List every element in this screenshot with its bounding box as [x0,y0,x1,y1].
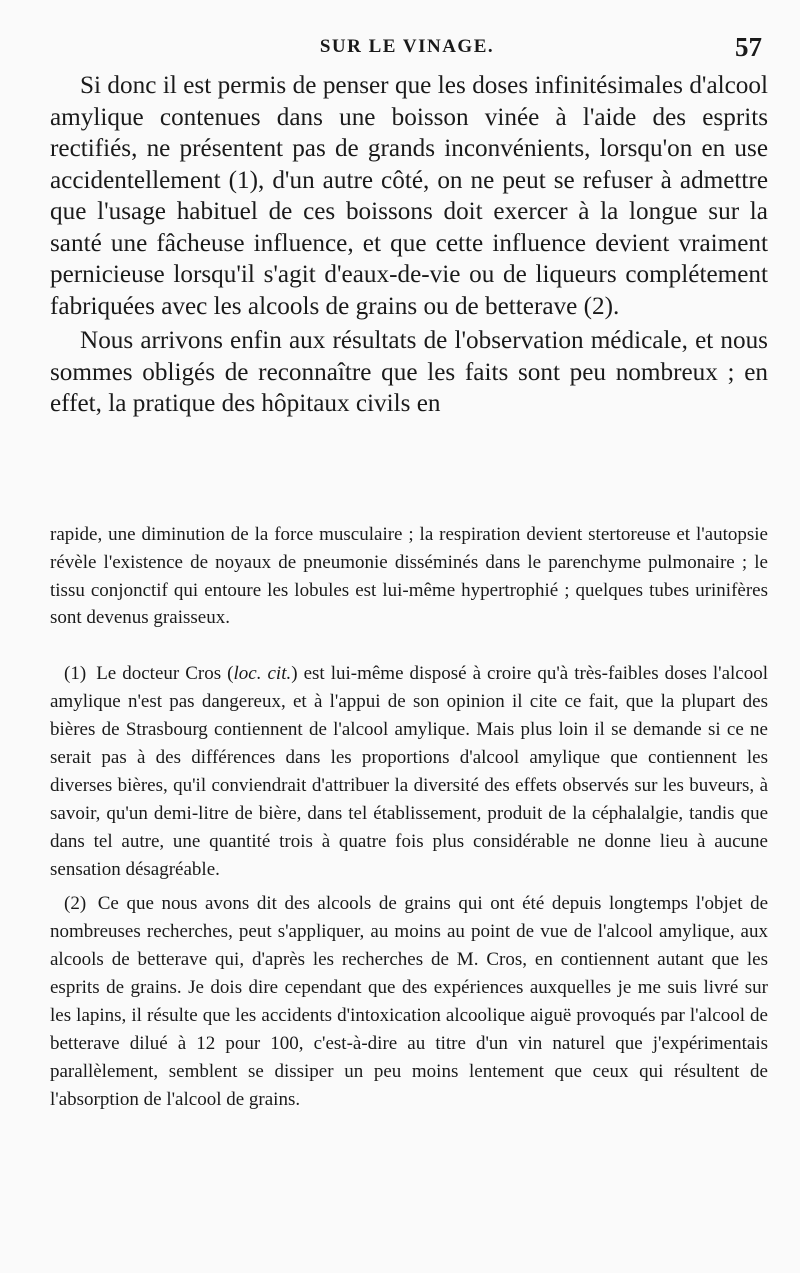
page-header [52,30,762,70]
paragraph: Si donc il est permis de penser que les doses infinitésimales d'alcool amylique contenues dans une boisson vinée à l'aide des esprits rectifiés, ne présentent pas de grands inconvénients, lorsqu'on en use accidentellement (1), d'un autre côté, on ne peut se refuser à admettre que l'usage habituel de ces boissons doit exercer à la longue sur la santé une fâcheuse influence, et que cette influence devient vraiment pernicieuse lorsqu'il s'agit d'eaux-de-vie ou de liqueurs complétement fabriquées avec les alcools de grains ou de betterave (2). [50,72,768,320]
page-number: 57 [735,32,762,62]
main-text [50,70,768,420]
footnote-citation: loc. cit. [233,663,292,684]
footnote-marker: (1) [64,663,87,684]
continued-footnote-text: rapide, une diminution de la force musculaire ; la respiration devient stertoreuse et l'autopsie révèle l'existence de noyaux de pneumonie disséminés dans le parenchyme pulmonaire ; le tissu conjonctif qui entoure les lobules est lui-même hypertrophié ; quelques tubes urinifères sont devenus graisseux. [50,524,768,629]
footnotes [50,660,768,1120]
footnote-text: ) est lui-même disposé à croire qu'à très-faibles doses l'alcool amylique n'est pas dangereux, et à l'appui de son opinion il cite ce fait, que la plupart des bières de Strasbourg contiennent de l'alcool amylique. Mais plus loin il se demande si ce ne serait pas à des différences dans les proportions d'alcool amylique que contiennent les diverses bières, qu'il conviendrait d'attribuer la diversité des effets observés sur les buveurs, à savoir, qu'un demi-litre de bière, dans tel établissement, produit de la céphalalgie, tandis que dans tel autre, une quantité trois à quatre fois plus considérable ne donne lieu à aucune sensation désagréable. [50,663,769,880]
footnote [50,660,768,884]
running-title: SUR LE VINAGE. [319,36,495,57]
footnote-text: Ce que nous avons dit des alcools de grains qui ont été depuis longtemps l'objet de nombreuses recherches, peut s'appliquer, au moins au point de vue de l'alcool amylique, aux alcools de betterave qui, d'après les recherches de M. Cros, en contiennent autant que les esprits de grains. Je dois dire cependant que des expériences auxquelles je me suis livré sur les lapins, il résulte que les accidents d'intoxication alcoolique aiguë provoqués par l'alcool de betterave dilué à 12 pour 100, c'est-à-dire au titre d'un vin naturel que j'expérimentais parallèlement, semblent se dissiper un peu moins lentement que ceux qui résultent de l'absorption de l'alcool de grains. [50,893,768,1110]
paragraph: Nous arrivons enfin aux résultats de l'observation médicale, et nous sommes obligés de reconnaître que les faits sont peu nombreux ; en effet, la pratique des hôpitaux civils en [50,327,768,417]
footnote [50,890,768,1114]
footnote-text: Le docteur Cros ( [96,663,234,684]
continued-footnote [50,521,768,632]
footnote-marker: (2) [64,893,87,914]
